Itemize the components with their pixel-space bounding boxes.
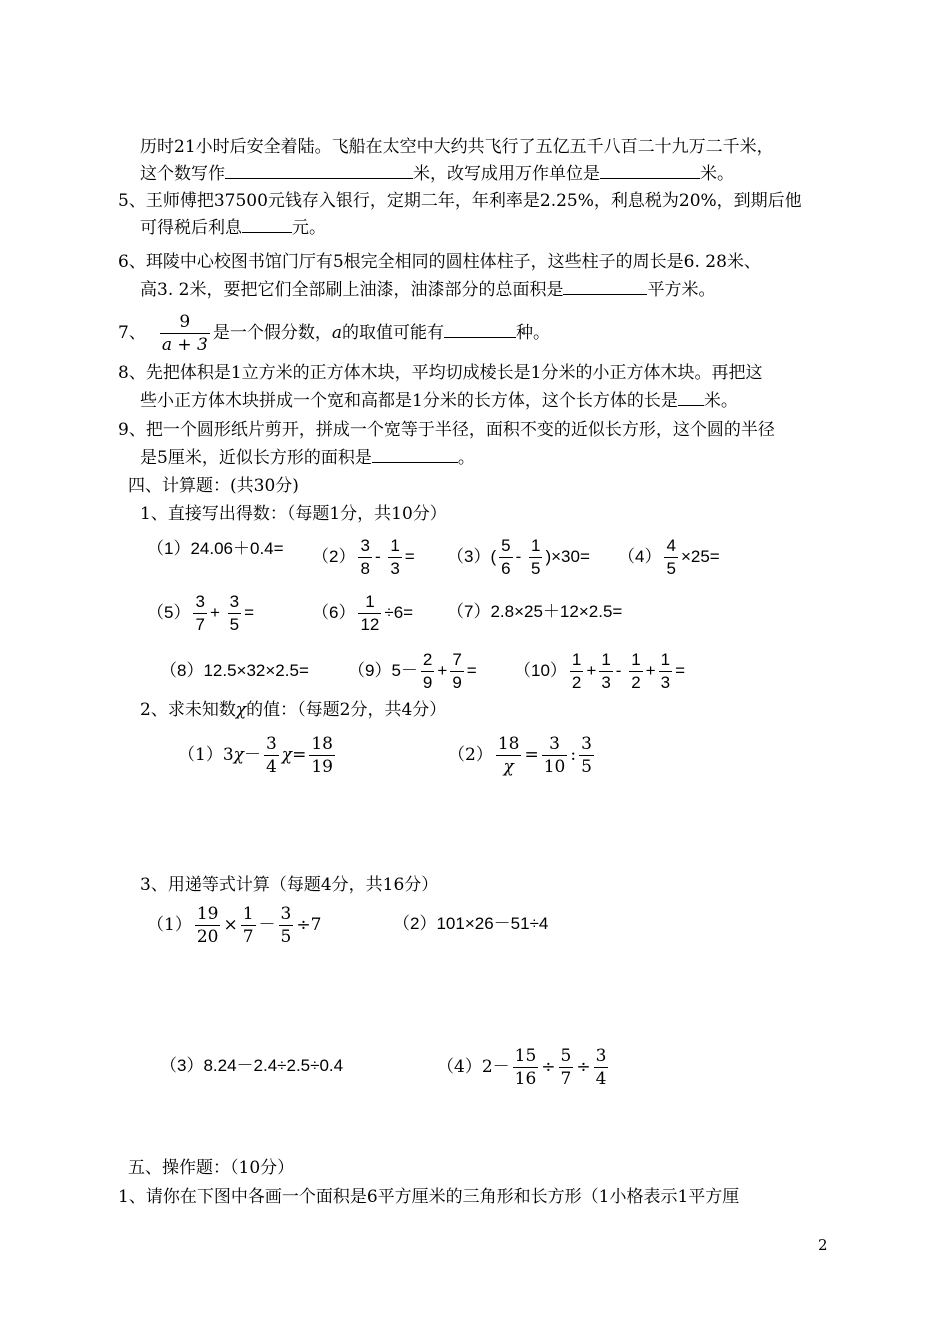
calc-1-4: （4） $\frac{4}{5}$ ×25= [618, 536, 720, 578]
q8-text-a: 些小正方体木块拼成一个宽和高都是1分米的长方体，这个长方体的长是 [140, 391, 678, 411]
fraction-denominator: a + 3 [161, 335, 208, 355]
q7-line [118, 312, 550, 355]
q4-text-a: 这个数写作 [140, 164, 225, 184]
q5-line-2 [140, 216, 326, 239]
answer-blank[interactable] [444, 321, 516, 338]
ops-question-1: 1、请你在下图中各画一个面积是6平方厘米的三角形和长方形（1小格表示1平方厘 [118, 1187, 740, 1207]
q4-line-1: 历时21小时后安全着陆。飞船在太空中大约共飞行了五亿五千八百二十九万二千米， [140, 137, 774, 157]
calc-1-7: （7）2.8×25＋12×2.5= [447, 602, 623, 621]
q6-line-2 [140, 278, 715, 301]
calc-1-2: （2） $\frac{3}{8}$ - $\frac{1}{3}$ = [312, 536, 415, 578]
q9-line-2 [140, 446, 475, 469]
q4-line-2 [140, 162, 734, 185]
q7-variable: a [331, 323, 342, 343]
q5-text-b: 元。 [292, 218, 326, 238]
q4-text-b: 米，改写成用万作单位是 [413, 164, 600, 184]
calc-1-6: （6） $\frac{1}{12}$ ÷6= [312, 592, 414, 634]
stepwise-2: （2）101×26－51÷4 [393, 914, 549, 933]
answer-blank[interactable] [600, 162, 700, 179]
q7-text-a: 是一个假分数， [212, 323, 332, 343]
stepwise-3: （3）8.24－2.4÷2.5÷0.4 [160, 1056, 344, 1075]
q8-line-2 [140, 389, 738, 412]
subsection-1-heading: 1、直接写出得数：（每题1分，共10分） [140, 504, 447, 524]
answer-blank[interactable] [242, 216, 292, 233]
q6-line-1: 6、珥陵中心校图书馆门厅有5根完全相同的圆柱体柱子，这些柱子的周长是6. 28米、 [118, 252, 761, 272]
equation-2: （2） $\frac{18}{\chi}$ = $\frac{3}{10}$ : $\frac{3}{5}$ [448, 734, 592, 777]
subsection-2-heading [140, 699, 446, 721]
calc-1-8: （8）12.5×32×2.5= [160, 661, 309, 680]
q7-text-c: 种。 [515, 323, 550, 343]
calc-1-1: （1）24.06＋0.4= [147, 539, 284, 558]
q4-text-c: 米。 [700, 164, 734, 184]
q8-text-b: 米。 [703, 391, 738, 411]
calc-1-9: （9）5－ $\frac{2}{9}$ + $\frac{7}{9}$ = [348, 650, 477, 692]
section-heading-ops: 五、操作题：（10分） [128, 1158, 295, 1178]
answer-blank[interactable] [372, 446, 458, 463]
answer-blank[interactable] [678, 389, 704, 406]
answer-blank[interactable] [225, 162, 413, 179]
section-heading-calc: 四、计算题：(共30分) [128, 476, 299, 496]
q8-line-1: 8、先把体积是1立方米的正方体木块，平均切成棱长是1分米的小正方体木块。再把这 [118, 363, 763, 383]
q6-text-b: 平方米。 [647, 280, 716, 300]
equation-1: （1）3χ－ $\frac{3}{4}$ χ= $\frac{18}{19}$ [178, 734, 333, 777]
q9-text-b: 。 [457, 448, 475, 468]
q9-text-a: 是5厘米，近似长方形的面积是 [140, 448, 372, 468]
q7-fraction [160, 312, 210, 355]
unknown-variable: χ [235, 700, 247, 720]
q6-text-a: 高3. 2米，要把它们全部刷上油漆，油漆部分的总面积是 [140, 280, 564, 300]
q7-number: 7、 [118, 323, 146, 343]
q9-line-1: 9、把一个圆形纸片剪开，拼成一个宽等于半径，面积不变的近似长方形，这个圆的半径 [118, 420, 775, 440]
calc-1-5: （5） $\frac{3}{7}$ + $\frac{3}{5}$ = [147, 592, 254, 634]
stepwise-4: （4）2－ $\frac{15}{16}$ ÷ $\frac{5}{7}$ ÷ $\frac{3}{4}$ [437, 1046, 607, 1089]
subsection-3-heading: 3、用递等式计算（每题4分，共16分） [140, 875, 439, 895]
q7-text-b: 的取值可能有 [341, 323, 444, 343]
answer-blank[interactable] [563, 278, 647, 295]
subsection-2-text-a: 2、求未知数 [140, 700, 236, 720]
fraction-numerator: 9 [179, 312, 191, 332]
page-number: 2 [818, 1236, 828, 1254]
q5-line-1: 5、王师傅把37500元钱存入银行，定期二年，年利率是2.25%，利息税为20%，到期后他 [118, 191, 802, 211]
q5-text-a: 可得税后利息 [140, 218, 242, 238]
calc-1-3: （3）( $\frac{5}{6}$ - $\frac{1}{5}$ )×30= [447, 536, 590, 578]
stepwise-1: （1） $\frac{19}{20}$ × $\frac{1}{7}$ － $\frac{3}{5}$ ÷7 [147, 904, 322, 947]
subsection-2-text-b: 的值：（每题2分，共4分） [246, 700, 447, 720]
calc-1-10: （10） $\frac{1}{2}$ + $\frac{1}{3}$ - $\frac{1}{2}$ + $\frac{1}{3}$ = [514, 650, 685, 692]
